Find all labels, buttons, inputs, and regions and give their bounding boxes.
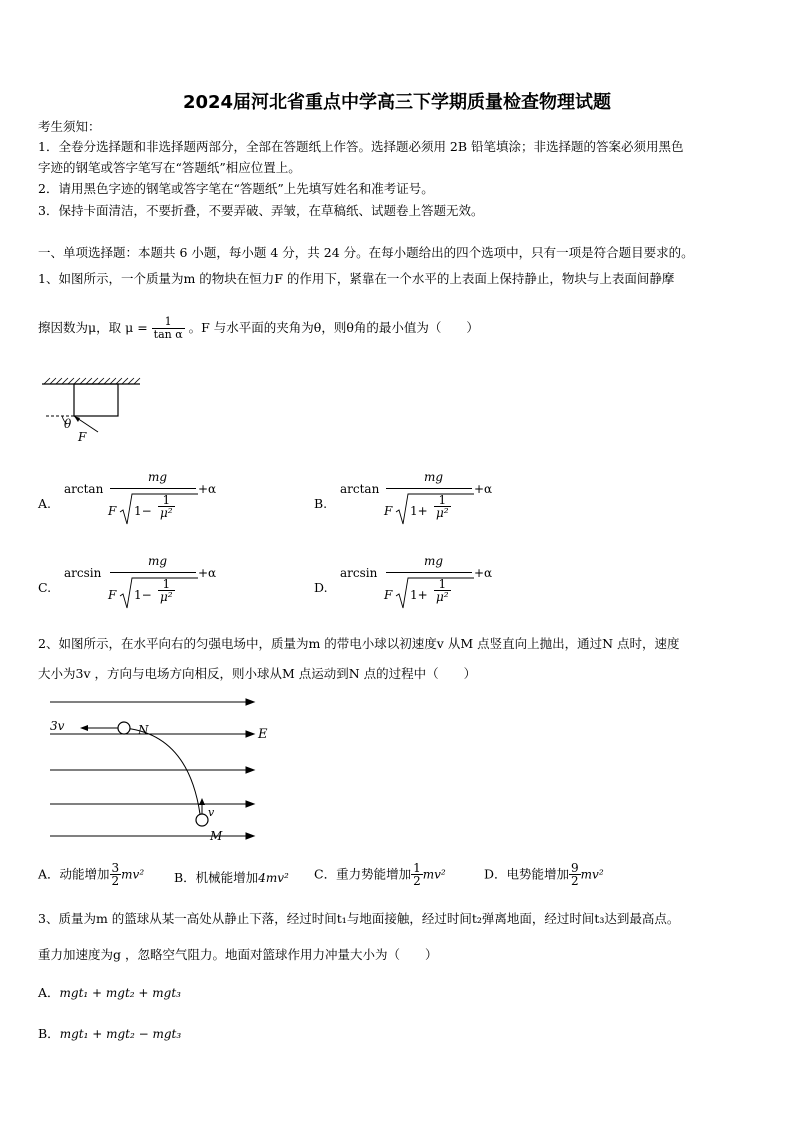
q3-option-b[interactable] (38, 1026, 181, 1042)
q1-option-a-fn: arctan (64, 482, 104, 496)
q2-option-b-tail: 4mv² (258, 871, 289, 885)
q1-stem-part-a: 擦因数为μ，取 μ = (38, 320, 148, 335)
q2-option-c-label: C．重力势能增加 (314, 866, 412, 882)
q3-option-a[interactable] (38, 985, 181, 1001)
q1-mu-num: 1 (152, 316, 185, 329)
q2-option-a-den: 2 (111, 874, 120, 888)
q1-option-d-sign: 1+ (410, 588, 428, 602)
q2-option-d-num: 9 (571, 861, 579, 875)
q2-option-c-den: 2 (413, 874, 421, 888)
q1-option-b-num: mg (424, 470, 444, 484)
q3-option-a-label: A． (38, 985, 60, 1000)
q2-option-d-tail: mv² (580, 867, 604, 882)
q3-option-b-text: mgt₁ + mgt₂ − mgt₃ (59, 1027, 182, 1041)
q1-block (74, 384, 118, 416)
q1-option-c-sign: 1− (134, 588, 152, 602)
q1-option-d-one: 1 (434, 578, 451, 591)
q2-option-a-label: A．动能增加 (38, 866, 110, 882)
q1-stem-line2 (38, 316, 479, 341)
notice-heading: 考生须知： (38, 119, 101, 134)
q2-option-a-tail: mv² (121, 867, 145, 882)
q2-option-a[interactable] (38, 862, 144, 887)
q2-option-c[interactable] (314, 862, 446, 887)
exam-title: 2024届河北省重点中学高三下学期质量检查物理试题 (182, 92, 612, 113)
q1-option-c-one: 1 (158, 578, 175, 591)
q1-option-b-sign: 1+ (410, 504, 428, 518)
q3-stem-line1: 3、质量为m 的篮球从某一高处从静止下落，经过时间t₁与地面接触，经过时间t₂弹离地面，经过时间t₃达到最高点。 (38, 911, 680, 926)
q1-stem-part-b: 。F 与水平面的夹角为θ，则θ角的最小值为（ ） (188, 320, 479, 335)
q1-theta-label: θ (64, 417, 72, 431)
notice-item-3: 3．保持卡面清洁，不要折叠，不要弄破、弄皱，在草稿纸、试题卷上答题无效。 (38, 203, 484, 218)
q1-option-a-label: A. (38, 496, 52, 511)
q1-option-c-fn: arcsin (64, 566, 102, 580)
q1-option-c-tail: +α (198, 566, 217, 580)
q1-option-d-tail: +α (474, 566, 493, 580)
q2-option-c-frac (411, 862, 423, 887)
q1-option-c-F: F (108, 588, 117, 602)
q2-point-n-ball (118, 722, 130, 734)
q1-figure (40, 378, 150, 448)
q2-stem-line1: 2、如图所示，在水平向右的匀强电场中，质量为m 的带电小球以初速度v 从M 点竖直向上抛出，通过N 点时，速度 (38, 636, 680, 651)
q1-option-c-label: C. (38, 580, 52, 595)
q2-m-label: M (210, 829, 223, 843)
notice-item-2: 2．请用黑色字迹的钢笔或答字笔在“答题纸”上先填写姓名和准考证号。 (38, 181, 434, 196)
q2-option-a-frac (110, 862, 122, 887)
q2-option-d-label: D．电势能增加 (484, 866, 570, 882)
notice-item-1: 1．全卷分选择题和非选择题两部分，全部在答题纸上作答。选择题必须用 2B 铅笔填涂；非选择题的答案必须用黑色 (38, 139, 684, 154)
q2-option-d[interactable] (484, 862, 604, 887)
q2-option-a-num: 3 (111, 861, 120, 875)
q2-point-m-ball (196, 814, 208, 826)
q1-option-d-fn: arcsin (340, 566, 378, 580)
q1-option-d-mu2: μ² (436, 590, 449, 604)
q1-option-d-F: F (384, 588, 393, 602)
q2-e-label: E (258, 727, 268, 742)
q1-option-a-mu2: μ² (160, 506, 173, 520)
q1-option-d-num: mg (424, 554, 444, 568)
q1-mu-den: tan α (153, 328, 183, 341)
q1-option-b-one: 1 (434, 494, 451, 507)
q3-stem-line2: 重力加速度为g ，忽略空气阻力。地面对篮球作用力冲量大小为（ ） (38, 947, 438, 962)
q1-option-b-label: B. (314, 496, 328, 511)
q1-stem-line1: 1、如图所示，一个质量为m 的物块在恒力F 的作用下，紧靠在一个水平的上表面上保持静止，物块与上表面间静摩 (38, 271, 675, 286)
q2-v-label: v (208, 806, 215, 819)
q2-stem-line2: 大小为3v ，方向与电场方向相反，则小球从M 点运动到N 点的过程中（ ） (38, 666, 477, 681)
q1-option-d-label: D. (314, 580, 328, 595)
q1-option-a-one: 1 (158, 494, 175, 507)
q1-option-a-sign: 1− (134, 504, 152, 518)
q1-option-b-F: F (384, 504, 393, 518)
q2-option-d-frac (569, 862, 581, 887)
q1-force-label: F (78, 430, 87, 444)
q2-option-b-label: B．机械能增加 (174, 870, 259, 885)
q2-figure (48, 694, 278, 844)
q1-option-b-fn: arctan (340, 482, 380, 496)
q1-option-b-tail: +α (474, 482, 493, 496)
q2-3v-label: 3v (50, 719, 65, 733)
q1-option-a-num: mg (148, 470, 168, 484)
q2-option-c-num: 1 (413, 861, 421, 875)
q2-option-b[interactable] (174, 870, 289, 886)
q1-option-c-num: mg (148, 554, 168, 568)
q2-option-d-den: 2 (571, 874, 579, 888)
q2-option-c-tail: mv² (422, 867, 446, 882)
q3-option-a-text: mgt₁ + mgt₂ + mgt₃ (59, 986, 181, 1000)
q2-n-label: N (138, 723, 149, 737)
q3-option-b-label: B． (38, 1026, 60, 1041)
notice-item-1-cont: 字迹的钢笔或答字笔写在“答题纸”相应位置上。 (38, 160, 301, 175)
q1-option-c-mu2: μ² (160, 590, 173, 604)
section-heading: 一、单项选择题：本题共 6 小题，每小题 4 分，共 24 分。在每小题给出的四个选项中，只有一项是符合题目要求的。 (38, 245, 694, 260)
q1-option-a-F: F (108, 504, 117, 518)
q1-mu-fraction (152, 316, 185, 341)
q1-option-a-tail: +α (198, 482, 217, 496)
q1-option-b-mu2: μ² (436, 506, 449, 520)
